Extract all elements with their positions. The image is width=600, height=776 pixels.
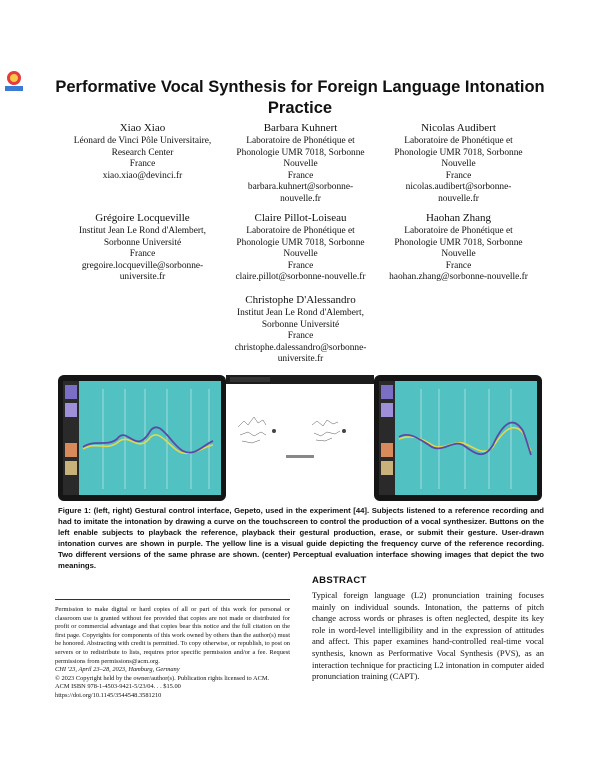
intonation-plot-left: [63, 381, 221, 495]
doi-link[interactable]: https://doi.org/10.1145/3544548.3581210: [55, 691, 162, 699]
author-email: universite.fr: [277, 354, 324, 365]
author-email: nouvelle.fr: [280, 193, 321, 204]
abstract-text: Typical foreign language (L2) pronunciation training focuses mainly on individual sounds. Intonation, the patterns of pitch change across words or phrases is often neglected, despite its key role in word-level intelligibility and in the expression of attitudes and affect. This paper examines hand-controlled real-time vocal synthesis, known as Performative Vocal Synthesis (PVS), as an interaction technique for practicing L2 intonation in computer aided pronunciation training (CAPT).: [312, 590, 544, 682]
intonation-plot-right: [379, 381, 537, 495]
figure-1: [58, 375, 542, 501]
author-country: France: [445, 260, 472, 271]
reference-curve: [83, 435, 213, 453]
author-block: [371, 212, 546, 284]
author-affiliation: Laboratoire de Phonétique et: [246, 226, 355, 236]
author-affiliation: Laboratoire de Phonétique et: [404, 226, 513, 236]
author-email: xiao.xiao@devinci.fr: [102, 170, 183, 181]
author-country: France: [287, 170, 314, 181]
isbn: ACM ISBN 978-1-4503-9421-5/23/04. . . $15.00: [55, 683, 181, 691]
tablet-left: [58, 375, 226, 501]
chi-conference-badge-icon: [2, 68, 26, 92]
author-block: [55, 122, 230, 182]
author-affiliation: Sorbonne Université: [103, 237, 182, 248]
author-affiliation: Nouvelle: [283, 159, 318, 170]
author-email: nicolas.audibert@sorbonne-: [405, 182, 512, 193]
venue: CHI '23, April 23–28, 2023, Hamburg, Germany: [55, 666, 180, 674]
author-name: Christophe D'Alessandro: [245, 294, 356, 306]
author-affiliation: Nouvelle: [283, 249, 318, 260]
author-name: Grégoire Locqueville: [95, 212, 190, 224]
author-affiliation: Laboratoire de Phonétique et: [246, 136, 355, 146]
abstract-heading: ABSTRACT: [312, 575, 367, 586]
author-block: [213, 212, 388, 284]
gepeto-screen-left: [63, 381, 221, 495]
author-affiliation: Phonologie UMR 7018, Sorbonne: [236, 237, 365, 248]
author-country: France: [445, 170, 472, 181]
figure-caption: Figure 1: (left, right) Gestural control interface, Gepeto, used in the experiment [44]. Subjects listened to a reference recording and had to imitate the intonation by drawing a curve on the touchscreen to control the production of a vocal synthesizer. Buttons on the left enable subjects to playback the reference, playback their gestural production, erase, or submit their gesture. User-drawn intonation curves are shown in purple. The yellow line is a visual guide depicting the frequency curve of the reference recording. Two different versions of the same phrase are shown. (center) Perceptual evaluation interface showing images that depict the two meanings.: [58, 506, 544, 570]
author-affiliation: Nouvelle: [441, 159, 476, 170]
copyright: © 2023 Copyright held by the owner/author(s). Publication rights licensed to ACM.: [55, 674, 270, 682]
author-name: Xiao Xiao: [119, 122, 166, 134]
author-country: France: [129, 159, 156, 170]
author-affiliation: Sorbonne Université: [261, 319, 340, 330]
paper-title: Performative Vocal Synthesis for Foreign Language Intonation Practice: [55, 78, 545, 117]
author-name: Barbara Kuhnert: [263, 122, 338, 134]
author-affiliation: Phonologie UMR 7018, Sorbonne: [236, 147, 365, 158]
gepeto-screen-right: [379, 381, 537, 495]
author-block: [213, 294, 388, 366]
author-affiliation: Phonologie UMR 7018, Sorbonne: [394, 237, 523, 248]
author-affiliation: Institut Jean Le Rond d'Alembert,: [237, 308, 364, 318]
author-email: gregoire.locqueville@sorbonne-: [81, 260, 204, 271]
author-email: barbara.kuhnert@sorbonne-: [247, 182, 354, 193]
author-email: universite.fr: [119, 272, 166, 283]
author-affiliation: Nouvelle: [441, 249, 476, 260]
author-country: France: [129, 249, 156, 260]
author-affiliation: Laboratoire de Phonétique et: [404, 136, 513, 146]
author-name: Nicolas Audibert: [421, 122, 496, 134]
author-block: [213, 122, 388, 206]
author-email: claire.pillot@sorbonne-nouvelle.fr: [235, 272, 366, 283]
author-email: christophe.dalessandro@sorbonne-: [234, 342, 367, 353]
author-affiliation: Research Center: [111, 147, 174, 158]
permission-notice: [55, 599, 290, 701]
author-email: nouvelle.fr: [438, 193, 479, 204]
author-name: Haohan Zhang: [425, 212, 492, 224]
permission-text: Permission to make digital or hard copies of all or part of this work for personal or classroom use is granted without fee provided that copies are not made or distributed for profit or commercial advantage and that copies bear this notice and the full citation on the first page. Copyrights for components of this work owned by others than the author(s) must be honored. Abstracting with credit is permitted. To copy otherwise, or republish, to post on servers or to redistribute to lists, requires prior specific permission and/or a fee. Request permissions from permissions@acm.org.: [55, 606, 290, 665]
author-email: haohan.zhang@sorbonne-nouvelle.fr: [389, 272, 528, 283]
author-affiliation: Phonologie UMR 7018, Sorbonne: [394, 147, 523, 158]
author-affiliation: Léonard de Vinci Pôle Universitaire,: [73, 136, 212, 146]
author-name: Claire Pillot-Loiseau: [254, 212, 347, 224]
tablet-right: [374, 375, 542, 501]
author-affiliation: Institut Jean Le Rond d'Alembert,: [79, 226, 206, 236]
author-block: [55, 212, 230, 284]
author-country: France: [287, 260, 314, 271]
perceptual-evaluation-interface: [226, 375, 374, 501]
author-country: France: [287, 331, 314, 342]
author-block: [371, 122, 546, 206]
